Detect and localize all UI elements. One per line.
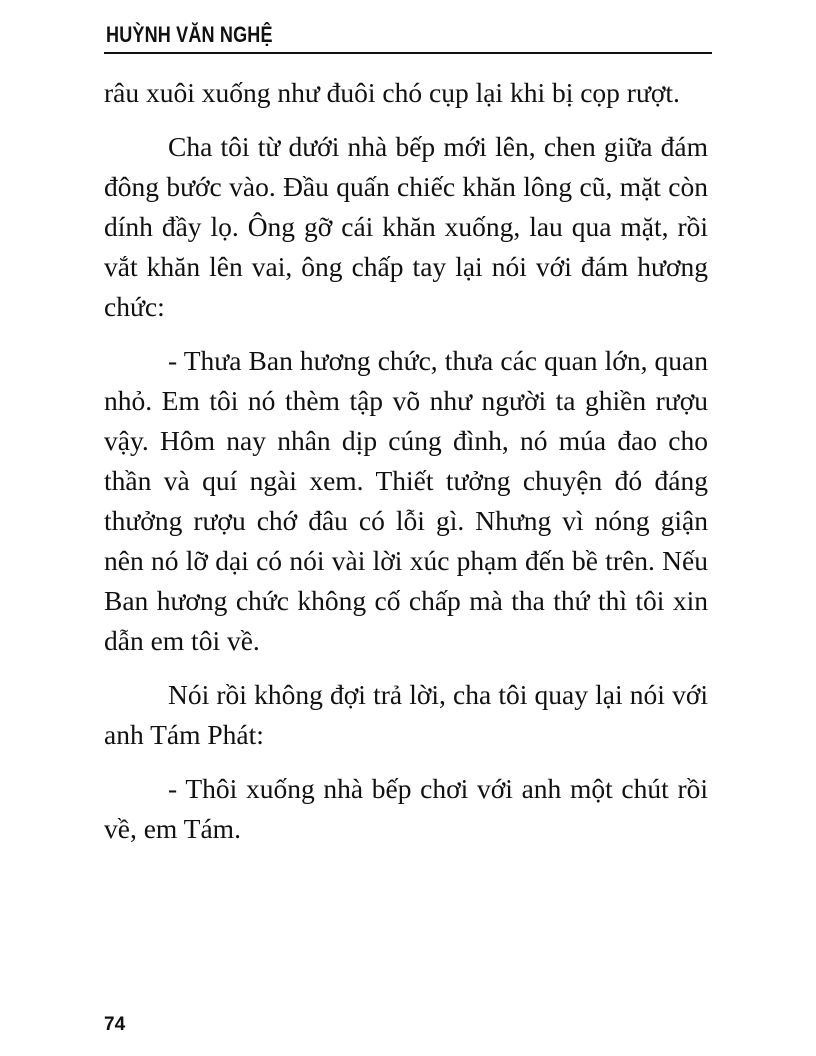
author-name: HUỲNH VĂN NGHỆ [106, 22, 273, 47]
paragraph-1: râu xuôi xuống như đuôi chó cụp lại khi bị cọp rượt. [104, 77, 680, 108]
paragraph-3: - Thưa Ban hương chức, thưa các quan lớn, quan nhỏ. Em tôi nó thèm tập võ như người ta ghiền rượu vậy. Hôm nay nhân dịp cúng đình, nó múa đao cho thần và quí ngài xem. Thiết tưởng chuyện đó đáng thưởng rượu chớ đâu có lỗi gì. Nhưng vì nóng giận nên nó lỡ dại có nói vài lời xúc phạm đến bề trên. Nếu Ban hương chức không cố chấp mà tha thứ thì tôi xin dẫn em tôi về. [104, 345, 708, 656]
running-header [104, 22, 712, 54]
page-number: 74 [104, 1014, 126, 1035]
page-body [104, 73, 708, 863]
paragraph-5: - Thôi xuống nhà bếp chơi với anh một chút rồi về, em Tám. [104, 773, 708, 844]
paragraph-4: Nói rồi không đợi trả lời, cha tôi quay lại nói với anh Tám Phát: [104, 679, 708, 750]
paragraph-2: Cha tôi từ dưới nhà bếp mới lên, chen giữa đám đông bước vào. Đầu quấn chiếc khăn lông cũ, mặt còn dính đầy lọ. Ông gỡ cái khăn xuống, lau qua mặt, rồi vắt khăn lên vai, ông chấp tay lại nói với đám hương chức: [104, 131, 708, 322]
